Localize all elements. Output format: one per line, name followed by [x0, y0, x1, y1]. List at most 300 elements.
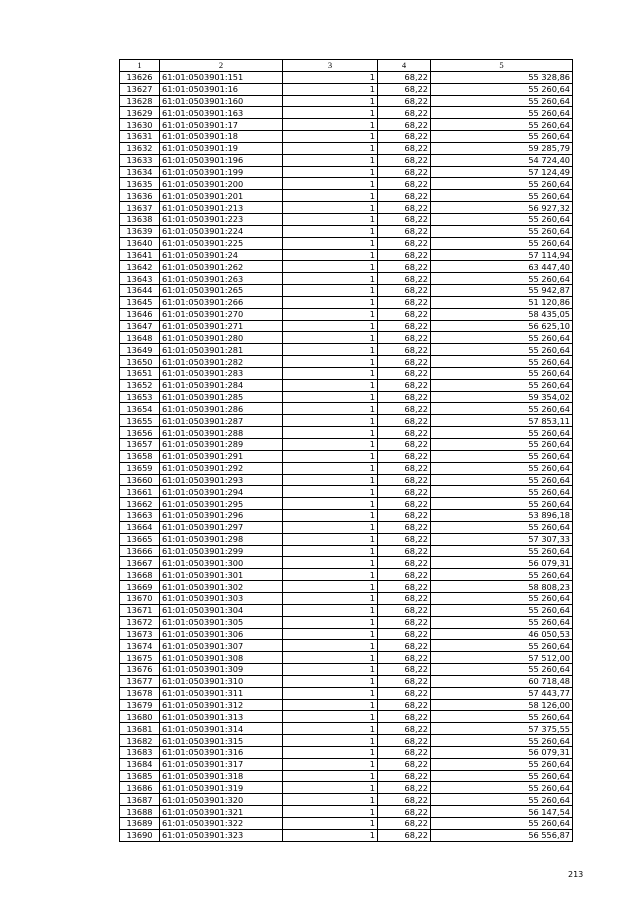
value-cell: 68,22 [378, 557, 431, 569]
table-row [120, 533, 573, 545]
amount-cell: 55 260,64 [431, 474, 573, 486]
table-row [120, 344, 573, 356]
amount-cell: 55 260,64 [431, 83, 573, 95]
amount-cell: 55 328,86 [431, 71, 573, 83]
value-cell: 68,22 [378, 356, 431, 368]
amount-cell: 59 285,79 [431, 142, 573, 154]
table-row [120, 107, 573, 119]
cadastral-number: 61:01:0503901:16 [160, 83, 283, 95]
amount-cell: 55 260,64 [431, 782, 573, 794]
value-cell: 68,22 [378, 320, 431, 332]
cadastral-number: 61:01:0503901:300 [160, 557, 283, 569]
row-number: 13653 [120, 391, 160, 403]
count-cell: 1 [283, 225, 378, 237]
row-number: 13666 [120, 545, 160, 557]
amount-cell: 56 147,54 [431, 806, 573, 818]
count-cell: 1 [283, 498, 378, 510]
count-cell: 1 [283, 131, 378, 143]
count-cell: 1 [283, 806, 378, 818]
cadastral-number: 61:01:0503901:292 [160, 462, 283, 474]
table-row [120, 746, 573, 758]
value-cell: 68,22 [378, 107, 431, 119]
value-cell: 68,22 [378, 687, 431, 699]
row-number: 13672 [120, 616, 160, 628]
count-cell: 1 [283, 154, 378, 166]
count-cell: 1 [283, 687, 378, 699]
count-cell: 1 [283, 332, 378, 344]
table-row [120, 829, 573, 841]
count-cell: 1 [283, 403, 378, 415]
cadastral-number: 61:01:0503901:199 [160, 166, 283, 178]
count-cell: 1 [283, 664, 378, 676]
value-cell: 68,22 [378, 818, 431, 830]
cadastral-number: 61:01:0503901:17 [160, 119, 283, 131]
amount-cell: 55 260,64 [431, 427, 573, 439]
value-cell: 68,22 [378, 439, 431, 451]
row-number: 13671 [120, 604, 160, 616]
cadastral-number: 61:01:0503901:303 [160, 592, 283, 604]
amount-cell: 57 114,94 [431, 249, 573, 261]
column-header: 3 [283, 60, 378, 72]
value-cell: 68,22 [378, 545, 431, 557]
value-cell: 68,22 [378, 142, 431, 154]
row-number: 13689 [120, 818, 160, 830]
count-cell: 1 [283, 818, 378, 830]
value-cell: 68,22 [378, 225, 431, 237]
count-cell: 1 [283, 178, 378, 190]
row-number: 13657 [120, 439, 160, 451]
count-cell: 1 [283, 391, 378, 403]
count-cell: 1 [283, 581, 378, 593]
amount-cell: 55 260,64 [431, 237, 573, 249]
count-cell: 1 [283, 190, 378, 202]
column-header: 4 [378, 60, 431, 72]
table-row [120, 557, 573, 569]
row-number: 13658 [120, 450, 160, 462]
cadastral-number: 61:01:0503901:163 [160, 107, 283, 119]
row-number: 13655 [120, 415, 160, 427]
value-cell: 68,22 [378, 332, 431, 344]
count-cell: 1 [283, 675, 378, 687]
value-cell: 68,22 [378, 486, 431, 498]
table-row [120, 308, 573, 320]
count-cell: 1 [283, 640, 378, 652]
row-number: 13661 [120, 486, 160, 498]
cadastral-number: 61:01:0503901:213 [160, 202, 283, 214]
row-number: 13629 [120, 107, 160, 119]
cadastral-number: 61:01:0503901:225 [160, 237, 283, 249]
value-cell: 68,22 [378, 273, 431, 285]
table-row [120, 131, 573, 143]
table-row [120, 249, 573, 261]
value-cell: 68,22 [378, 261, 431, 273]
amount-cell: 57 443,77 [431, 687, 573, 699]
amount-cell: 55 942,87 [431, 285, 573, 297]
table-row [120, 628, 573, 640]
count-cell: 1 [283, 758, 378, 770]
table-row [120, 581, 573, 593]
count-cell: 1 [283, 83, 378, 95]
cadastral-number: 61:01:0503901:307 [160, 640, 283, 652]
table-row [120, 652, 573, 664]
count-cell: 1 [283, 723, 378, 735]
amount-cell: 55 260,64 [431, 498, 573, 510]
value-cell: 68,22 [378, 213, 431, 225]
amount-cell: 55 260,64 [431, 107, 573, 119]
table-row [120, 332, 573, 344]
row-number: 13675 [120, 652, 160, 664]
count-cell: 1 [283, 261, 378, 273]
table-row [120, 450, 573, 462]
count-cell: 1 [283, 285, 378, 297]
row-number: 13688 [120, 806, 160, 818]
cadastral-number: 61:01:0503901:322 [160, 818, 283, 830]
table-row [120, 462, 573, 474]
row-number: 13646 [120, 308, 160, 320]
value-cell: 68,22 [378, 391, 431, 403]
amount-cell: 55 260,64 [431, 818, 573, 830]
count-cell: 1 [283, 829, 378, 841]
row-number: 13665 [120, 533, 160, 545]
table-row [120, 592, 573, 604]
value-cell: 68,22 [378, 794, 431, 806]
cadastral-number: 61:01:0503901:321 [160, 806, 283, 818]
cadastral-number: 61:01:0503901:314 [160, 723, 283, 735]
value-cell: 68,22 [378, 379, 431, 391]
table-row [120, 486, 573, 498]
row-number: 13632 [120, 142, 160, 154]
cadastral-number: 61:01:0503901:318 [160, 770, 283, 782]
value-cell: 68,22 [378, 770, 431, 782]
row-number: 13627 [120, 83, 160, 95]
row-number: 13633 [120, 154, 160, 166]
cadastral-number: 61:01:0503901:295 [160, 498, 283, 510]
cadastral-number: 61:01:0503901:283 [160, 367, 283, 379]
row-number: 13686 [120, 782, 160, 794]
amount-cell: 55 260,64 [431, 770, 573, 782]
table-row [120, 83, 573, 95]
amount-cell: 55 260,64 [431, 758, 573, 770]
amount-cell: 55 260,64 [431, 569, 573, 581]
row-number: 13685 [120, 770, 160, 782]
value-cell: 68,22 [378, 131, 431, 143]
cadastral-number: 61:01:0503901:316 [160, 746, 283, 758]
amount-cell: 60 718,48 [431, 675, 573, 687]
row-number: 13674 [120, 640, 160, 652]
table-row [120, 545, 573, 557]
table-row [120, 285, 573, 297]
table-row [120, 818, 573, 830]
cadastral-number: 61:01:0503901:310 [160, 675, 283, 687]
amount-cell: 55 260,64 [431, 711, 573, 723]
amount-cell: 55 260,64 [431, 190, 573, 202]
value-cell: 68,22 [378, 510, 431, 522]
cadastral-number: 61:01:0503901:263 [160, 273, 283, 285]
count-cell: 1 [283, 107, 378, 119]
cadastral-number: 61:01:0503901:160 [160, 95, 283, 107]
table-row [120, 758, 573, 770]
amount-cell: 55 260,64 [431, 545, 573, 557]
amount-cell: 53 896,18 [431, 510, 573, 522]
amount-cell: 56 556,87 [431, 829, 573, 841]
amount-cell: 57 124,49 [431, 166, 573, 178]
count-cell: 1 [283, 237, 378, 249]
cadastral-number: 61:01:0503901:302 [160, 581, 283, 593]
table-row [120, 510, 573, 522]
value-cell: 68,22 [378, 403, 431, 415]
amount-cell: 59 354,02 [431, 391, 573, 403]
count-cell: 1 [283, 794, 378, 806]
count-cell: 1 [283, 344, 378, 356]
value-cell: 68,22 [378, 723, 431, 735]
cadastral-number: 61:01:0503901:309 [160, 664, 283, 676]
table-header-row [120, 60, 573, 72]
row-number: 13654 [120, 403, 160, 415]
amount-cell: 46 050,53 [431, 628, 573, 640]
count-cell: 1 [283, 569, 378, 581]
count-cell: 1 [283, 533, 378, 545]
count-cell: 1 [283, 273, 378, 285]
amount-cell: 56 625,10 [431, 320, 573, 332]
table-row [120, 237, 573, 249]
table-row [120, 794, 573, 806]
amount-cell: 57 375,55 [431, 723, 573, 735]
row-number: 13628 [120, 95, 160, 107]
row-number: 13626 [120, 71, 160, 83]
amount-cell: 55 260,64 [431, 367, 573, 379]
table-row [120, 119, 573, 131]
amount-cell: 55 260,64 [431, 273, 573, 285]
cadastral-number: 61:01:0503901:323 [160, 829, 283, 841]
count-cell: 1 [283, 415, 378, 427]
row-number: 13679 [120, 699, 160, 711]
cadastral-number: 61:01:0503901:289 [160, 439, 283, 451]
amount-cell: 56 079,31 [431, 557, 573, 569]
column-header: 2 [160, 60, 283, 72]
row-number: 13647 [120, 320, 160, 332]
value-cell: 68,22 [378, 190, 431, 202]
table-row [120, 604, 573, 616]
amount-cell: 51 120,86 [431, 296, 573, 308]
amount-cell: 55 260,64 [431, 450, 573, 462]
table-row [120, 723, 573, 735]
value-cell: 68,22 [378, 829, 431, 841]
table-row [120, 379, 573, 391]
cadastral-number: 61:01:0503901:201 [160, 190, 283, 202]
column-header: 1 [120, 60, 160, 72]
row-number: 13642 [120, 261, 160, 273]
row-number: 13644 [120, 285, 160, 297]
cadastral-number: 61:01:0503901:313 [160, 711, 283, 723]
table-row [120, 770, 573, 782]
cadastral-number: 61:01:0503901:291 [160, 450, 283, 462]
row-number: 13690 [120, 829, 160, 841]
table-row [120, 521, 573, 533]
cadastral-number: 61:01:0503901:298 [160, 533, 283, 545]
value-cell: 68,22 [378, 782, 431, 794]
value-cell: 68,22 [378, 285, 431, 297]
row-number: 13651 [120, 367, 160, 379]
table-row [120, 356, 573, 368]
cadastral-table [119, 59, 573, 842]
row-number: 13687 [120, 794, 160, 806]
cadastral-number: 61:01:0503901:287 [160, 415, 283, 427]
table-row [120, 166, 573, 178]
table-row [120, 427, 573, 439]
cadastral-number: 61:01:0503901:317 [160, 758, 283, 770]
cadastral-number: 61:01:0503901:19 [160, 142, 283, 154]
value-cell: 68,22 [378, 735, 431, 747]
amount-cell: 55 260,64 [431, 344, 573, 356]
amount-cell: 55 260,64 [431, 95, 573, 107]
count-cell: 1 [283, 735, 378, 747]
table-row [120, 225, 573, 237]
value-cell: 68,22 [378, 427, 431, 439]
table-row [120, 95, 573, 107]
amount-cell: 55 260,64 [431, 521, 573, 533]
row-number: 13652 [120, 379, 160, 391]
count-cell: 1 [283, 486, 378, 498]
row-number: 13681 [120, 723, 160, 735]
amount-cell: 58 126,00 [431, 699, 573, 711]
row-number: 13643 [120, 273, 160, 285]
cadastral-number: 61:01:0503901:223 [160, 213, 283, 225]
row-number: 13640 [120, 237, 160, 249]
table-row [120, 178, 573, 190]
value-cell: 68,22 [378, 675, 431, 687]
count-cell: 1 [283, 699, 378, 711]
value-cell: 68,22 [378, 119, 431, 131]
cadastral-number: 61:01:0503901:294 [160, 486, 283, 498]
cadastral-number: 61:01:0503901:284 [160, 379, 283, 391]
value-cell: 68,22 [378, 95, 431, 107]
value-cell: 68,22 [378, 202, 431, 214]
row-number: 13659 [120, 462, 160, 474]
table-row [120, 474, 573, 486]
table-row [120, 273, 573, 285]
amount-cell: 55 260,64 [431, 462, 573, 474]
amount-cell: 55 260,64 [431, 119, 573, 131]
count-cell: 1 [283, 142, 378, 154]
amount-cell: 55 260,64 [431, 616, 573, 628]
amount-cell: 55 260,64 [431, 640, 573, 652]
row-number: 13670 [120, 592, 160, 604]
value-cell: 68,22 [378, 474, 431, 486]
count-cell: 1 [283, 320, 378, 332]
amount-cell: 54 724,40 [431, 154, 573, 166]
count-cell: 1 [283, 592, 378, 604]
value-cell: 68,22 [378, 581, 431, 593]
value-cell: 68,22 [378, 367, 431, 379]
table-row [120, 154, 573, 166]
count-cell: 1 [283, 604, 378, 616]
count-cell: 1 [283, 356, 378, 368]
cadastral-number: 61:01:0503901:306 [160, 628, 283, 640]
cadastral-number: 61:01:0503901:281 [160, 344, 283, 356]
count-cell: 1 [283, 202, 378, 214]
count-cell: 1 [283, 95, 378, 107]
value-cell: 68,22 [378, 640, 431, 652]
cadastral-number: 61:01:0503901:265 [160, 285, 283, 297]
amount-cell: 58 808,23 [431, 581, 573, 593]
count-cell: 1 [283, 652, 378, 664]
cadastral-number: 61:01:0503901:301 [160, 569, 283, 581]
amount-cell: 55 260,64 [431, 178, 573, 190]
value-cell: 68,22 [378, 521, 431, 533]
amount-cell: 58 435,05 [431, 308, 573, 320]
value-cell: 68,22 [378, 664, 431, 676]
amount-cell: 55 260,64 [431, 604, 573, 616]
cadastral-number: 61:01:0503901:297 [160, 521, 283, 533]
table-row [120, 142, 573, 154]
count-cell: 1 [283, 166, 378, 178]
count-cell: 1 [283, 213, 378, 225]
table-body [120, 71, 573, 841]
value-cell: 68,22 [378, 462, 431, 474]
amount-cell: 55 260,64 [431, 403, 573, 415]
cadastral-number: 61:01:0503901:286 [160, 403, 283, 415]
table-row [120, 261, 573, 273]
cadastral-number: 61:01:0503901:271 [160, 320, 283, 332]
page-number: 213 [568, 870, 584, 879]
value-cell: 68,22 [378, 711, 431, 723]
value-cell: 68,22 [378, 758, 431, 770]
table-row [120, 296, 573, 308]
value-cell: 68,22 [378, 699, 431, 711]
count-cell: 1 [283, 711, 378, 723]
table-row [120, 403, 573, 415]
table-row [120, 675, 573, 687]
table-row [120, 320, 573, 332]
table-row [120, 699, 573, 711]
row-number: 13678 [120, 687, 160, 699]
table-row [120, 367, 573, 379]
value-cell: 68,22 [378, 166, 431, 178]
table-row [120, 71, 573, 83]
row-number: 13677 [120, 675, 160, 687]
cadastral-number: 61:01:0503901:311 [160, 687, 283, 699]
table-row [120, 190, 573, 202]
row-number: 13664 [120, 521, 160, 533]
row-number: 13638 [120, 213, 160, 225]
cadastral-number: 61:01:0503901:18 [160, 131, 283, 143]
cadastral-number: 61:01:0503901:282 [160, 356, 283, 368]
cadastral-number: 61:01:0503901:305 [160, 616, 283, 628]
row-number: 13680 [120, 711, 160, 723]
count-cell: 1 [283, 746, 378, 758]
count-cell: 1 [283, 628, 378, 640]
cadastral-number: 61:01:0503901:285 [160, 391, 283, 403]
amount-cell: 56 927,32 [431, 202, 573, 214]
count-cell: 1 [283, 462, 378, 474]
count-cell: 1 [283, 474, 378, 486]
amount-cell: 55 260,64 [431, 225, 573, 237]
cadastral-number: 61:01:0503901:304 [160, 604, 283, 616]
table-row [120, 735, 573, 747]
value-cell: 68,22 [378, 178, 431, 190]
count-cell: 1 [283, 367, 378, 379]
row-number: 13648 [120, 332, 160, 344]
count-cell: 1 [283, 557, 378, 569]
column-header: 5 [431, 60, 573, 72]
cadastral-number: 61:01:0503901:299 [160, 545, 283, 557]
count-cell: 1 [283, 296, 378, 308]
amount-cell: 55 260,64 [431, 332, 573, 344]
amount-cell: 57 512,00 [431, 652, 573, 664]
amount-cell: 56 079,31 [431, 746, 573, 758]
amount-cell: 55 260,64 [431, 213, 573, 225]
row-number: 13641 [120, 249, 160, 261]
